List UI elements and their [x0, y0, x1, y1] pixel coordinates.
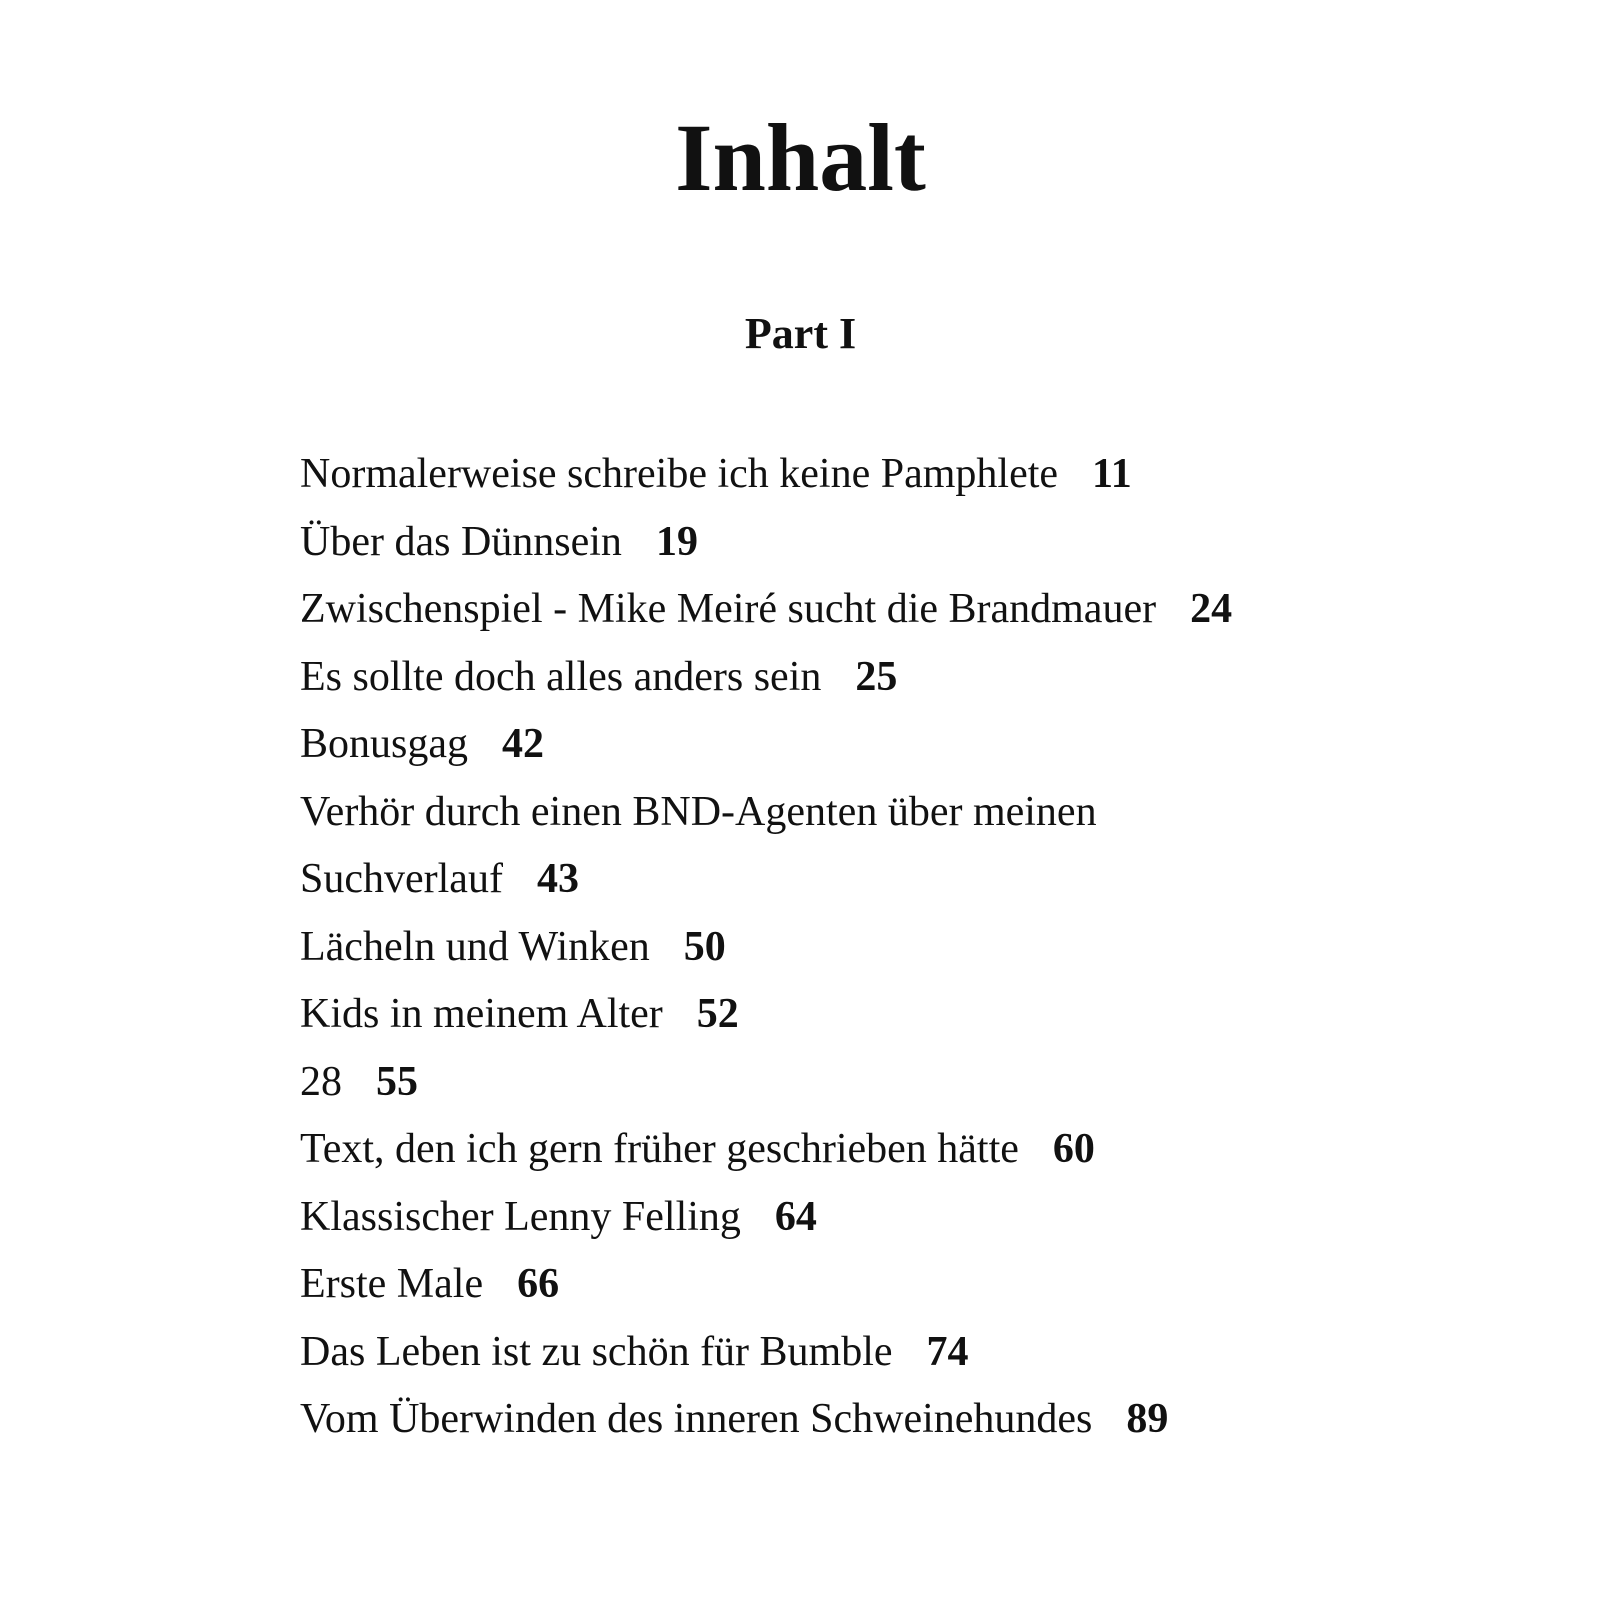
- toc-entry-title: Lächeln und Winken: [300, 923, 650, 970]
- toc-entry-page: 50: [683, 923, 726, 970]
- toc-entry-title: Klassischer Lenny Felling: [300, 1193, 741, 1240]
- toc-entry-page: 43: [536, 856, 579, 902]
- part-heading: Part I: [744, 309, 857, 358]
- toc-entry: [300, 856, 1500, 924]
- toc-entry-page: 66: [517, 1261, 560, 1307]
- toc-entry: [300, 1059, 1500, 1127]
- toc-entry: [300, 1126, 1500, 1194]
- toc-entry-title: Normalerweise schreibe ich keine Pamphlete: [300, 451, 1059, 497]
- toc-entry-title: Bonusgag: [300, 721, 468, 767]
- toc-entry-title: Kids in meinem Alter: [300, 991, 663, 1037]
- toc-entry: [300, 1194, 1500, 1262]
- toc-entry-title: Das Leben ist zu schön für Bumble: [300, 1328, 893, 1375]
- toc-entry: [300, 654, 1500, 722]
- toc-entry-page: 11: [1092, 451, 1132, 497]
- toc-entry: [300, 1261, 1500, 1329]
- toc-entry-page: 19: [655, 518, 698, 565]
- table-of-contents: [300, 451, 1500, 1464]
- toc-entry: [300, 721, 1500, 789]
- toc-entry: [300, 991, 1500, 1059]
- toc-entry-title: Erste Male: [300, 1261, 484, 1307]
- toc-entry-title: Über das Dünnsein: [300, 518, 622, 565]
- toc-entry-title: Verhör durch einen BND-Agenten über meinen: [300, 788, 1097, 835]
- toc-entry-page: 42: [502, 721, 544, 767]
- toc-entry-page: 60: [1052, 1126, 1095, 1172]
- toc-entry-page: 64: [774, 1193, 817, 1240]
- toc-entry-page: 74: [926, 1328, 969, 1375]
- toc-entry: [300, 789, 1500, 857]
- toc-entry-page: 24: [1190, 586, 1233, 632]
- toc-entry-title: Vom Überwinden des inneren Schweinehundes: [300, 1396, 1093, 1442]
- toc-entry-title: Suchverlauf: [300, 856, 503, 902]
- page-title: Inhalt: [675, 104, 926, 211]
- toc-entry-title: Text, den ich gern früher geschrieben hätte: [300, 1126, 1019, 1172]
- toc-entry: [300, 924, 1500, 992]
- toc-entry: [300, 451, 1500, 519]
- toc-entry: [300, 519, 1500, 587]
- toc-entry-page: 55: [376, 1058, 418, 1105]
- toc-entry-title: 28: [300, 1058, 342, 1105]
- toc-entry-page: 25: [855, 653, 898, 700]
- toc-entry-page: 52: [696, 991, 739, 1037]
- toc-entry: [300, 1396, 1500, 1464]
- toc-entry: [300, 586, 1500, 654]
- toc-entry-page: 89: [1126, 1396, 1169, 1442]
- toc-entry-title: Es sollte doch alles anders sein: [300, 653, 822, 700]
- toc-entry: [300, 1329, 1500, 1397]
- toc-entry-title: Zwischenspiel - Mike Meiré sucht die Brandmauer: [300, 586, 1157, 632]
